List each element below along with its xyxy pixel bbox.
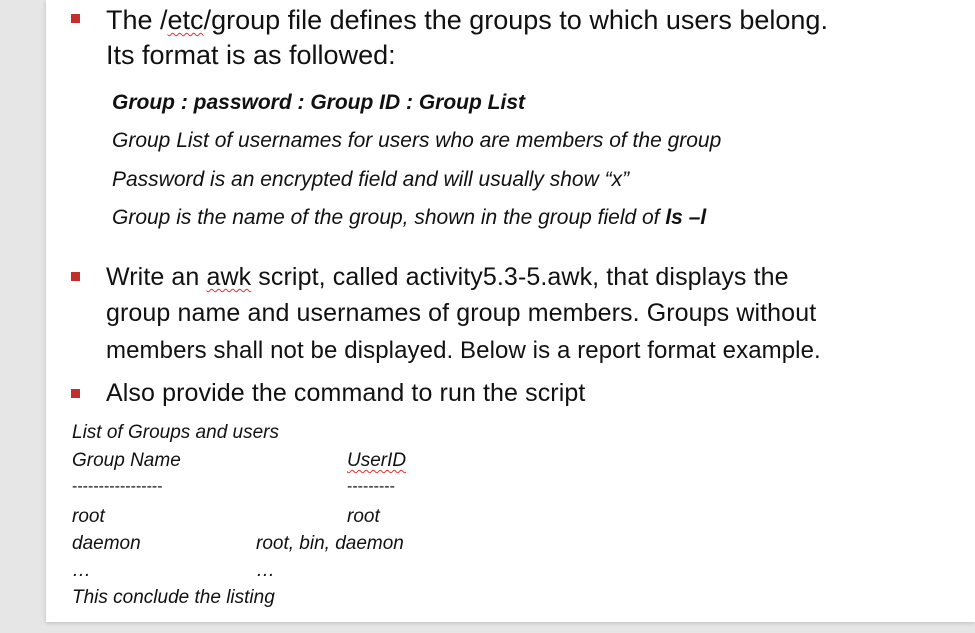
bullet-marker (71, 14, 80, 23)
bullet-2-line-2: group name and usernames of group members. Groups without (106, 299, 817, 327)
report-title: List of Groups and users (72, 422, 279, 443)
report-row-users: root, bin, daemon (256, 533, 404, 554)
format-desc-password: Password is an encrypted field and will usually show “x” (112, 168, 630, 191)
bullet-marker (71, 272, 80, 281)
slide (46, 0, 975, 622)
report-col2-header: UserID (347, 450, 407, 471)
text-segment: The / (106, 5, 168, 35)
spellcheck-word: etc (167, 5, 204, 35)
bullet-1-line-2: Its format is as followed: (106, 40, 396, 70)
report-col1-header: Group Name (72, 450, 181, 471)
report-row-users: root (347, 506, 380, 527)
report-footer: This conclude the listing (72, 587, 275, 608)
report-col2-rule: --------- (347, 478, 395, 495)
format-title: Group : password : Group ID : Group List (112, 91, 525, 114)
report-row-group: daemon (72, 533, 141, 554)
report-row-group: root (72, 506, 105, 527)
bullet-2-line-1 (106, 261, 789, 293)
text-segment: Write an (106, 263, 207, 291)
report-row-users: … (256, 560, 275, 581)
spellcheck-word: awk (206, 263, 252, 291)
bullet-marker (71, 389, 80, 398)
format-desc-group-list: Group List of usernames for users who are members of the group (112, 129, 722, 152)
report-row-group: … (72, 560, 91, 581)
text-segment: Group is the name of the group, shown in the group field of (112, 206, 666, 229)
bullet-1-line-1 (106, 3, 828, 37)
text-segment: script, called activity5.3-5.awk, that displays the (251, 263, 789, 291)
format-desc-group (112, 205, 706, 231)
command-ls: ls –l (665, 206, 707, 229)
report-col1-rule: ----------------- (72, 478, 163, 495)
text-segment: /group file defines the groups to which users belong. (203, 5, 828, 35)
bullet-2-line-3: members shall not be displayed. Below is a report format example. (106, 337, 821, 364)
bullet-3-line: Also provide the command to run the script (106, 379, 586, 407)
